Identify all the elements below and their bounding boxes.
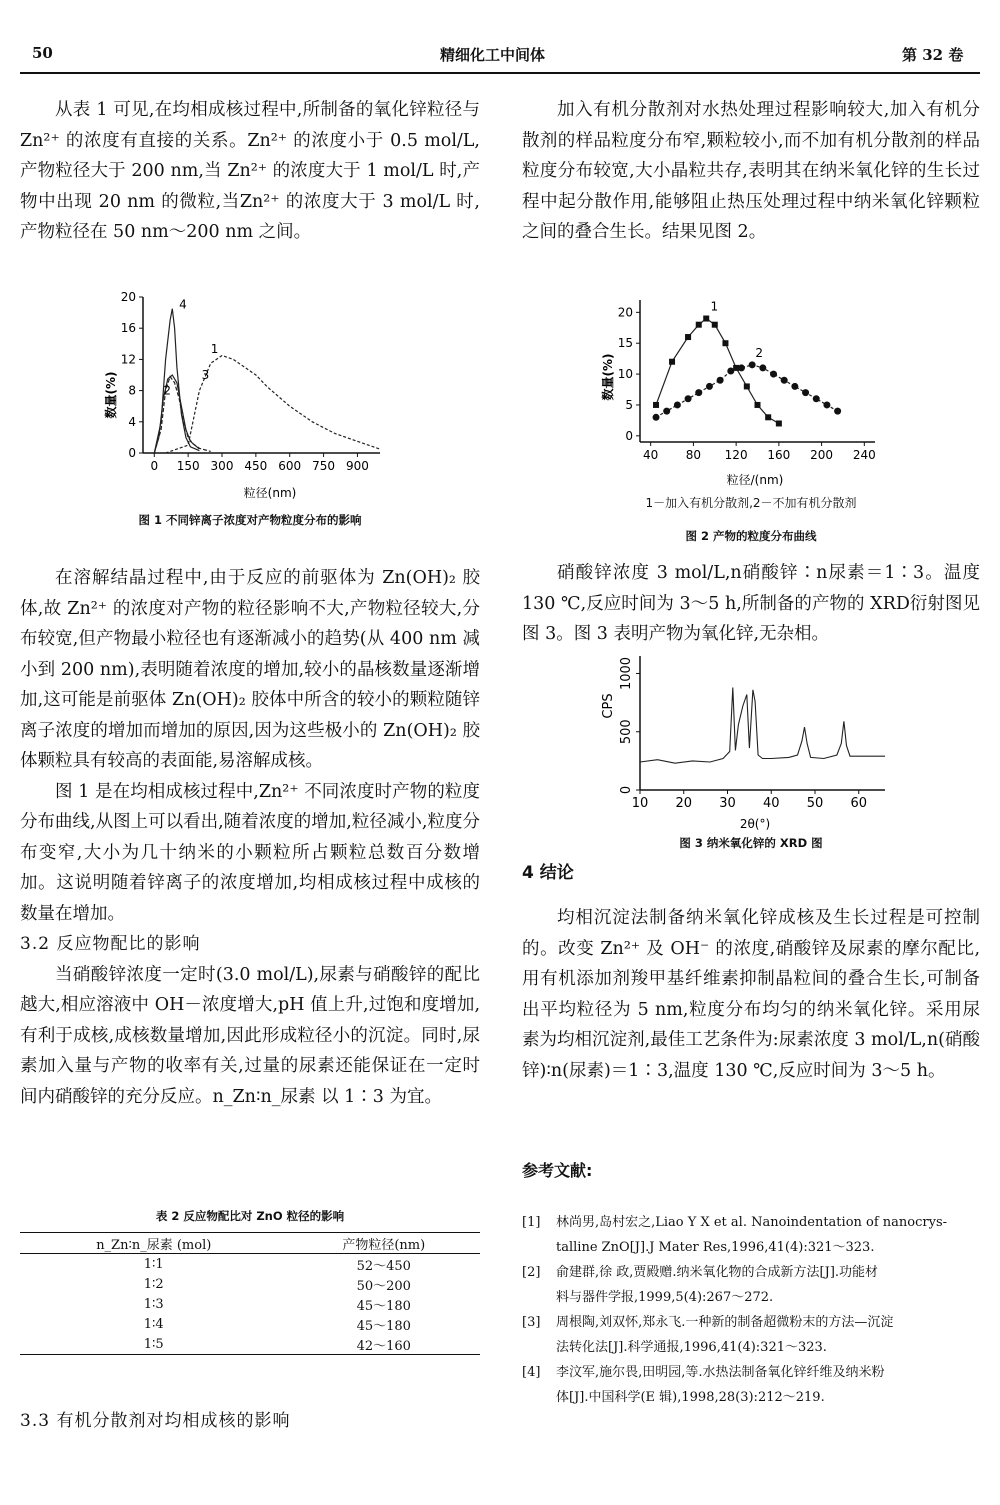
text-line: (尿素)＝1∶3,温度 130 ℃,反应时间为 3～5 h。 bbox=[562, 1060, 946, 1081]
text-line: 最佳工艺条件为:尿素浓度 3 mol/L,n(硝酸锌)∶n bbox=[522, 1030, 980, 1081]
data-point bbox=[727, 368, 734, 375]
text-line: 的浓度增加,均相成核过程中成核的数量在增加。 bbox=[20, 873, 481, 924]
series-1-line bbox=[166, 356, 380, 454]
y-tick-label: 0 bbox=[619, 785, 634, 795]
text-line: 阻止热压处理过程中纳米氧化锌颗粒之间的叠合生 bbox=[522, 191, 981, 242]
x-tick-label: 240 bbox=[852, 448, 876, 462]
reference-line: 料与器件学报,1999,5(4):267～272. bbox=[556, 1290, 774, 1305]
x-tick-label: 150 bbox=[176, 459, 200, 473]
text-line: 衍射图见图 3。图 3 表明产物为氧化锌,无杂相。 bbox=[522, 593, 981, 644]
data-point bbox=[802, 389, 809, 396]
y-tick-label: 5 bbox=[625, 397, 633, 412]
table-cell: 50～200 bbox=[356, 1278, 411, 1294]
data-point bbox=[776, 420, 782, 426]
reference-number: [1] bbox=[522, 1215, 541, 1230]
reference-text bbox=[556, 1260, 878, 1310]
fig3-xlabel: 2θ(°) bbox=[739, 817, 771, 831]
data-point bbox=[738, 364, 745, 371]
text-line: 均相沉淀法制备纳米氧化锌成核及生长过程是 bbox=[557, 908, 926, 928]
table-cell: 1∶4 bbox=[143, 1316, 164, 1332]
left-paragraph-1 bbox=[20, 95, 480, 248]
text-line: 在溶解结晶过程中,由于反应的前驱体为 Zn bbox=[55, 568, 406, 588]
text-line: 浓度大于 1 mol/L 时,产物中出现 20 nm 的微粒,当 bbox=[20, 161, 480, 212]
data-point bbox=[653, 414, 660, 421]
data-point bbox=[823, 401, 830, 408]
x-tick-label: 20 bbox=[675, 796, 693, 811]
text-line: 随着浓度的增加,较小的晶核数量逐渐增加,这可能 bbox=[20, 659, 480, 710]
table2-caption: 表 2 反应物配比对 ZnO 粒径的影响 bbox=[155, 1209, 345, 1223]
fig1-xlabel: 粒径(nm) bbox=[243, 486, 297, 500]
reference-line: 李汶军,施尔畏,田明园,等.水热法制备氧化锌纤维及纳米粉 bbox=[556, 1365, 885, 1380]
figure-1 bbox=[95, 285, 390, 505]
table-cell: 42～160 bbox=[356, 1338, 411, 1354]
data-point bbox=[696, 322, 702, 328]
text-line: 此形成粒径小的沉淀。同时,尿素加入量与产物的 bbox=[20, 1025, 481, 1076]
data-point bbox=[653, 402, 659, 408]
figure-2 bbox=[590, 292, 890, 492]
data-point bbox=[685, 395, 692, 402]
data-point bbox=[703, 316, 709, 322]
text-line: 小于 0.5 mol/L,产物粒径大于 200 nm,当 Zn²⁺ 的 bbox=[20, 130, 480, 181]
y-tick-label: 500 bbox=[619, 719, 634, 745]
y-tick-label: 15 bbox=[617, 336, 633, 351]
y-tick-label: 0 bbox=[128, 446, 136, 460]
data-point bbox=[685, 334, 691, 340]
x-tick-label: 10 bbox=[631, 796, 649, 811]
section-3-2-heading: 3.2 反应物配比的影响 bbox=[20, 934, 201, 954]
data-point bbox=[749, 361, 756, 368]
text-line: 逐渐减小的趋势(从 400 nm 减小到 200 nm),表明 bbox=[20, 629, 480, 680]
text-line: 大,产物粒径较大,分布较宽,但产物最小粒径也有 bbox=[20, 598, 481, 649]
reference-line: 俞建群,徐 政,贾殿赠.纳米氧化物的合成新方法[J].功能材 bbox=[556, 1265, 879, 1280]
right-paragraph-1 bbox=[522, 95, 980, 248]
text-line: 是前驱体 Zn(OH)₂ 胶体中所含的较小的颗粒随锌 bbox=[96, 690, 481, 710]
x-tick-label: 80 bbox=[685, 448, 702, 462]
reference-item bbox=[522, 1210, 980, 1260]
x-tick-label: 160 bbox=[767, 448, 791, 462]
series-1-label: 1 bbox=[210, 342, 219, 357]
data-point bbox=[813, 395, 820, 402]
series-4-line bbox=[154, 309, 199, 453]
data-point bbox=[791, 383, 798, 390]
text-line: 图 1 是在均相成核过程中,Zn²⁺ 不同浓度时产 bbox=[55, 781, 410, 802]
x-tick-label: 40 bbox=[762, 796, 780, 811]
text-line: 素的摩尔配比,用有机添加剂羧甲基纤维素抑制晶 bbox=[522, 938, 981, 989]
text-line: 上升,过饱和度增加,有利于成核,成核数量增加,因 bbox=[20, 995, 481, 1046]
series-2-label: 2 bbox=[755, 345, 764, 360]
xrd-pattern-line bbox=[640, 688, 885, 764]
fig2-ylabel: 数量(%) bbox=[601, 353, 615, 401]
data-point bbox=[669, 359, 675, 365]
reference-item bbox=[522, 1360, 980, 1410]
y-tick-label: 12 bbox=[120, 352, 136, 367]
table-cell: 1∶3 bbox=[143, 1296, 164, 1312]
reference-line: 体[J].中国科学(E 辑),1998,28(3):212～219. bbox=[556, 1390, 825, 1405]
figure-3 bbox=[595, 648, 895, 833]
table-cell: 1∶2 bbox=[143, 1276, 164, 1292]
table-row bbox=[20, 1254, 480, 1275]
series-4-label: 4 bbox=[179, 297, 187, 312]
reference-item bbox=[522, 1260, 980, 1310]
text-line: 加入有机分散剂对水热处理过程影响较大,加 bbox=[557, 100, 909, 120]
x-tick-label: 50 bbox=[806, 796, 824, 811]
section-3-3-heading: 3.3 有机分散剂对均相成核的影响 bbox=[20, 1411, 291, 1431]
text-line: 离子浓度的增加而增加的原因,因为这些极小的 Zn bbox=[20, 720, 407, 741]
reference-item bbox=[522, 1310, 980, 1360]
table-cell: 52～450 bbox=[356, 1258, 411, 1274]
x-tick-label: 450 bbox=[244, 459, 268, 473]
fig3-caption: 图 3 纳米氧化锌的 XRD 图 bbox=[679, 836, 823, 850]
text-line: 锌的配比越大,相应溶液中 OH－浓度增大,pH 值 bbox=[20, 964, 481, 1015]
page-number: 50 bbox=[32, 44, 53, 62]
table-cell: 1∶1 bbox=[143, 1256, 164, 1272]
references-title: 参考文献: bbox=[522, 1161, 593, 1180]
text-line: 粒间的叠合生长,可制备出平均粒径为 5 nm,粒度 bbox=[522, 969, 981, 1020]
table2-header-size: 产物粒径(nm) bbox=[342, 1237, 426, 1253]
y-tick-label: 4 bbox=[128, 414, 136, 429]
section-4-heading: 4 结论 bbox=[522, 863, 574, 883]
y-tick-label: 10 bbox=[617, 367, 633, 382]
fig2-legend: 1－加入有机分散剂,2－不加有机分散剂 bbox=[645, 496, 857, 510]
reference-number: [2] bbox=[522, 1265, 541, 1280]
text-line: (OH)₂ 胶体,故 Zn²⁺ 的浓度对产物的粒径影响不 bbox=[20, 568, 480, 619]
x-tick-label: 120 bbox=[724, 448, 748, 462]
text-line: 明其在纳米氧化锌的生长过程中起分散作用,能够 bbox=[522, 161, 981, 212]
data-point bbox=[744, 383, 750, 389]
data-point bbox=[765, 414, 771, 420]
x-tick-label: 30 bbox=[719, 796, 736, 811]
x-tick-label: 0 bbox=[150, 459, 159, 473]
reference-line: talline ZnO[J].J Mater Res,1996,41(4):321～323. bbox=[556, 1240, 875, 1255]
table-cell: 45～180 bbox=[356, 1318, 411, 1334]
fig2-xlabel: 粒径/(nm) bbox=[726, 473, 784, 487]
x-tick-label: 60 bbox=[850, 796, 868, 811]
data-point bbox=[712, 322, 718, 328]
text-line: 加,粒径减小,粒度分布变窄,大小为几十纳米的小 bbox=[20, 812, 481, 863]
y-tick-label: 8 bbox=[128, 383, 136, 398]
header-rule bbox=[20, 72, 980, 74]
table-row bbox=[20, 1294, 480, 1314]
reference-line: 周根陶,刘双怀,郑永飞.一种新的制备超微粉末的方法—沉淀 bbox=[556, 1315, 894, 1330]
reference-line: 林尚男,岛村宏之,Liao Y X et al. Nanoindentation of nanocrys- bbox=[556, 1215, 948, 1230]
data-point bbox=[781, 377, 788, 384]
text-line: 长。结果见图 2。 bbox=[627, 222, 767, 242]
x-tick-label: 600 bbox=[278, 459, 302, 473]
text-line: 200 nm 之间。 bbox=[186, 222, 312, 242]
data-point bbox=[755, 402, 761, 408]
data-point bbox=[722, 340, 728, 346]
y-tick-label: 1000 bbox=[619, 656, 634, 691]
x-tick-label: 300 bbox=[210, 459, 234, 473]
data-point bbox=[695, 389, 702, 396]
x-tick-label: 750 bbox=[312, 459, 336, 473]
data-point bbox=[706, 383, 713, 390]
y-tick-label: 16 bbox=[120, 321, 136, 336]
y-tick-label: 0 bbox=[625, 428, 633, 443]
table-row bbox=[20, 1334, 480, 1355]
data-point bbox=[663, 408, 670, 415]
fig1-caption: 图 1 不同锌离子浓度对产物粒度分布的影响 bbox=[138, 513, 362, 527]
reference-number: [3] bbox=[522, 1315, 541, 1330]
left-paragraph-2 bbox=[20, 563, 480, 1112]
text-line: 锌粒径与 Zn²⁺ 的浓度有直接的关系。Zn²⁺ 的浓度 bbox=[20, 100, 480, 151]
table-cell: 1∶5 bbox=[143, 1336, 164, 1352]
text-line: 分布均匀的纳米氧化锌。采用尿素为均相沉淀剂, bbox=[522, 999, 981, 1050]
table-cell: 45～180 bbox=[356, 1298, 411, 1314]
fig2-caption: 图 2 产物的粒度分布曲线 bbox=[685, 529, 817, 543]
conclusion-paragraph bbox=[522, 903, 980, 1086]
data-point bbox=[674, 401, 681, 408]
reference-text bbox=[556, 1310, 893, 1360]
reference-line: 法转化法[J].科学通报,1996,41(4):321～323. bbox=[556, 1340, 827, 1355]
y-tick-label: 20 bbox=[617, 305, 633, 320]
x-tick-label: 200 bbox=[810, 448, 834, 462]
text-line: (OH)₂ 胶体颗粒具有较高的表面能,易溶解成核。 bbox=[20, 720, 480, 771]
series-2-label: 2 bbox=[163, 383, 171, 398]
reference-number: [4] bbox=[522, 1365, 541, 1380]
journal-title: 精细化工中间体 bbox=[440, 46, 546, 64]
text-line: 当硝酸锌浓度一定时(3.0 mol/L),尿素与硝酸 bbox=[55, 964, 409, 985]
text-line: 可控制的。改变 Zn²⁺ 及 OH⁻ 的浓度,硝酸锌及尿 bbox=[522, 908, 981, 959]
x-tick-label: 40 bbox=[643, 448, 659, 462]
volume-label: 第 32 卷 bbox=[902, 46, 964, 64]
text-line: 从表 1 可见,在均相成核过程中,所制备的氧化 bbox=[55, 100, 410, 120]
y-tick-label: 20 bbox=[120, 290, 136, 304]
data-point bbox=[834, 408, 841, 415]
series-3-label: 3 bbox=[201, 367, 210, 382]
text-line: 130 ℃,反应时间为 3～5 h,所制备的产物的 XRD bbox=[522, 593, 910, 614]
text-line: Zn²⁺ 的浓度大于 3 mol/L 时,产物粒径在 50 nm～ bbox=[20, 191, 480, 242]
text-line: 硝酸锌浓度 3 mol/L,n硝酸锌∶n尿素＝1∶3。温度 bbox=[557, 563, 980, 583]
data-point bbox=[770, 371, 777, 378]
text-line: 锌的充分反应。n_Zn∶n_尿素 以 1∶3 为宜。 bbox=[90, 1086, 442, 1107]
data-point bbox=[717, 377, 724, 384]
table-row bbox=[20, 1274, 480, 1294]
fig1-ylabel: 数量(%) bbox=[104, 371, 118, 419]
reference-text bbox=[556, 1210, 947, 1260]
text-line: 颗粒所占颗粒总数百分数增加。这说明随着锌离子 bbox=[20, 842, 481, 893]
x-tick-label: 900 bbox=[345, 459, 369, 473]
series-1-label: 1 bbox=[710, 299, 719, 314]
data-point bbox=[759, 364, 766, 371]
fig3-ylabel: CPS bbox=[601, 693, 616, 719]
references-list bbox=[522, 1210, 980, 1410]
table2-header-ratio: n_Zn∶n_尿素 (mol) bbox=[96, 1237, 212, 1253]
series-2-line bbox=[656, 365, 838, 418]
reference-text bbox=[556, 1360, 885, 1410]
text-line: 收率有关,过量的尿素还能保证在一定时间内硝酸 bbox=[20, 1056, 481, 1107]
right-paragraph-2 bbox=[522, 558, 980, 650]
text-line: 入有机分散剂的样品粒度分布窄,颗粒较小,而不加 bbox=[522, 100, 981, 151]
table-2 bbox=[20, 1232, 480, 1355]
text-line: 物的粒度分布曲线,从图上可以看出,随着浓度的增 bbox=[20, 781, 480, 832]
table-row bbox=[20, 1314, 480, 1334]
text-line: 有机分散剂的样品粒度分布较宽,大小晶粒共存,表 bbox=[522, 130, 981, 181]
